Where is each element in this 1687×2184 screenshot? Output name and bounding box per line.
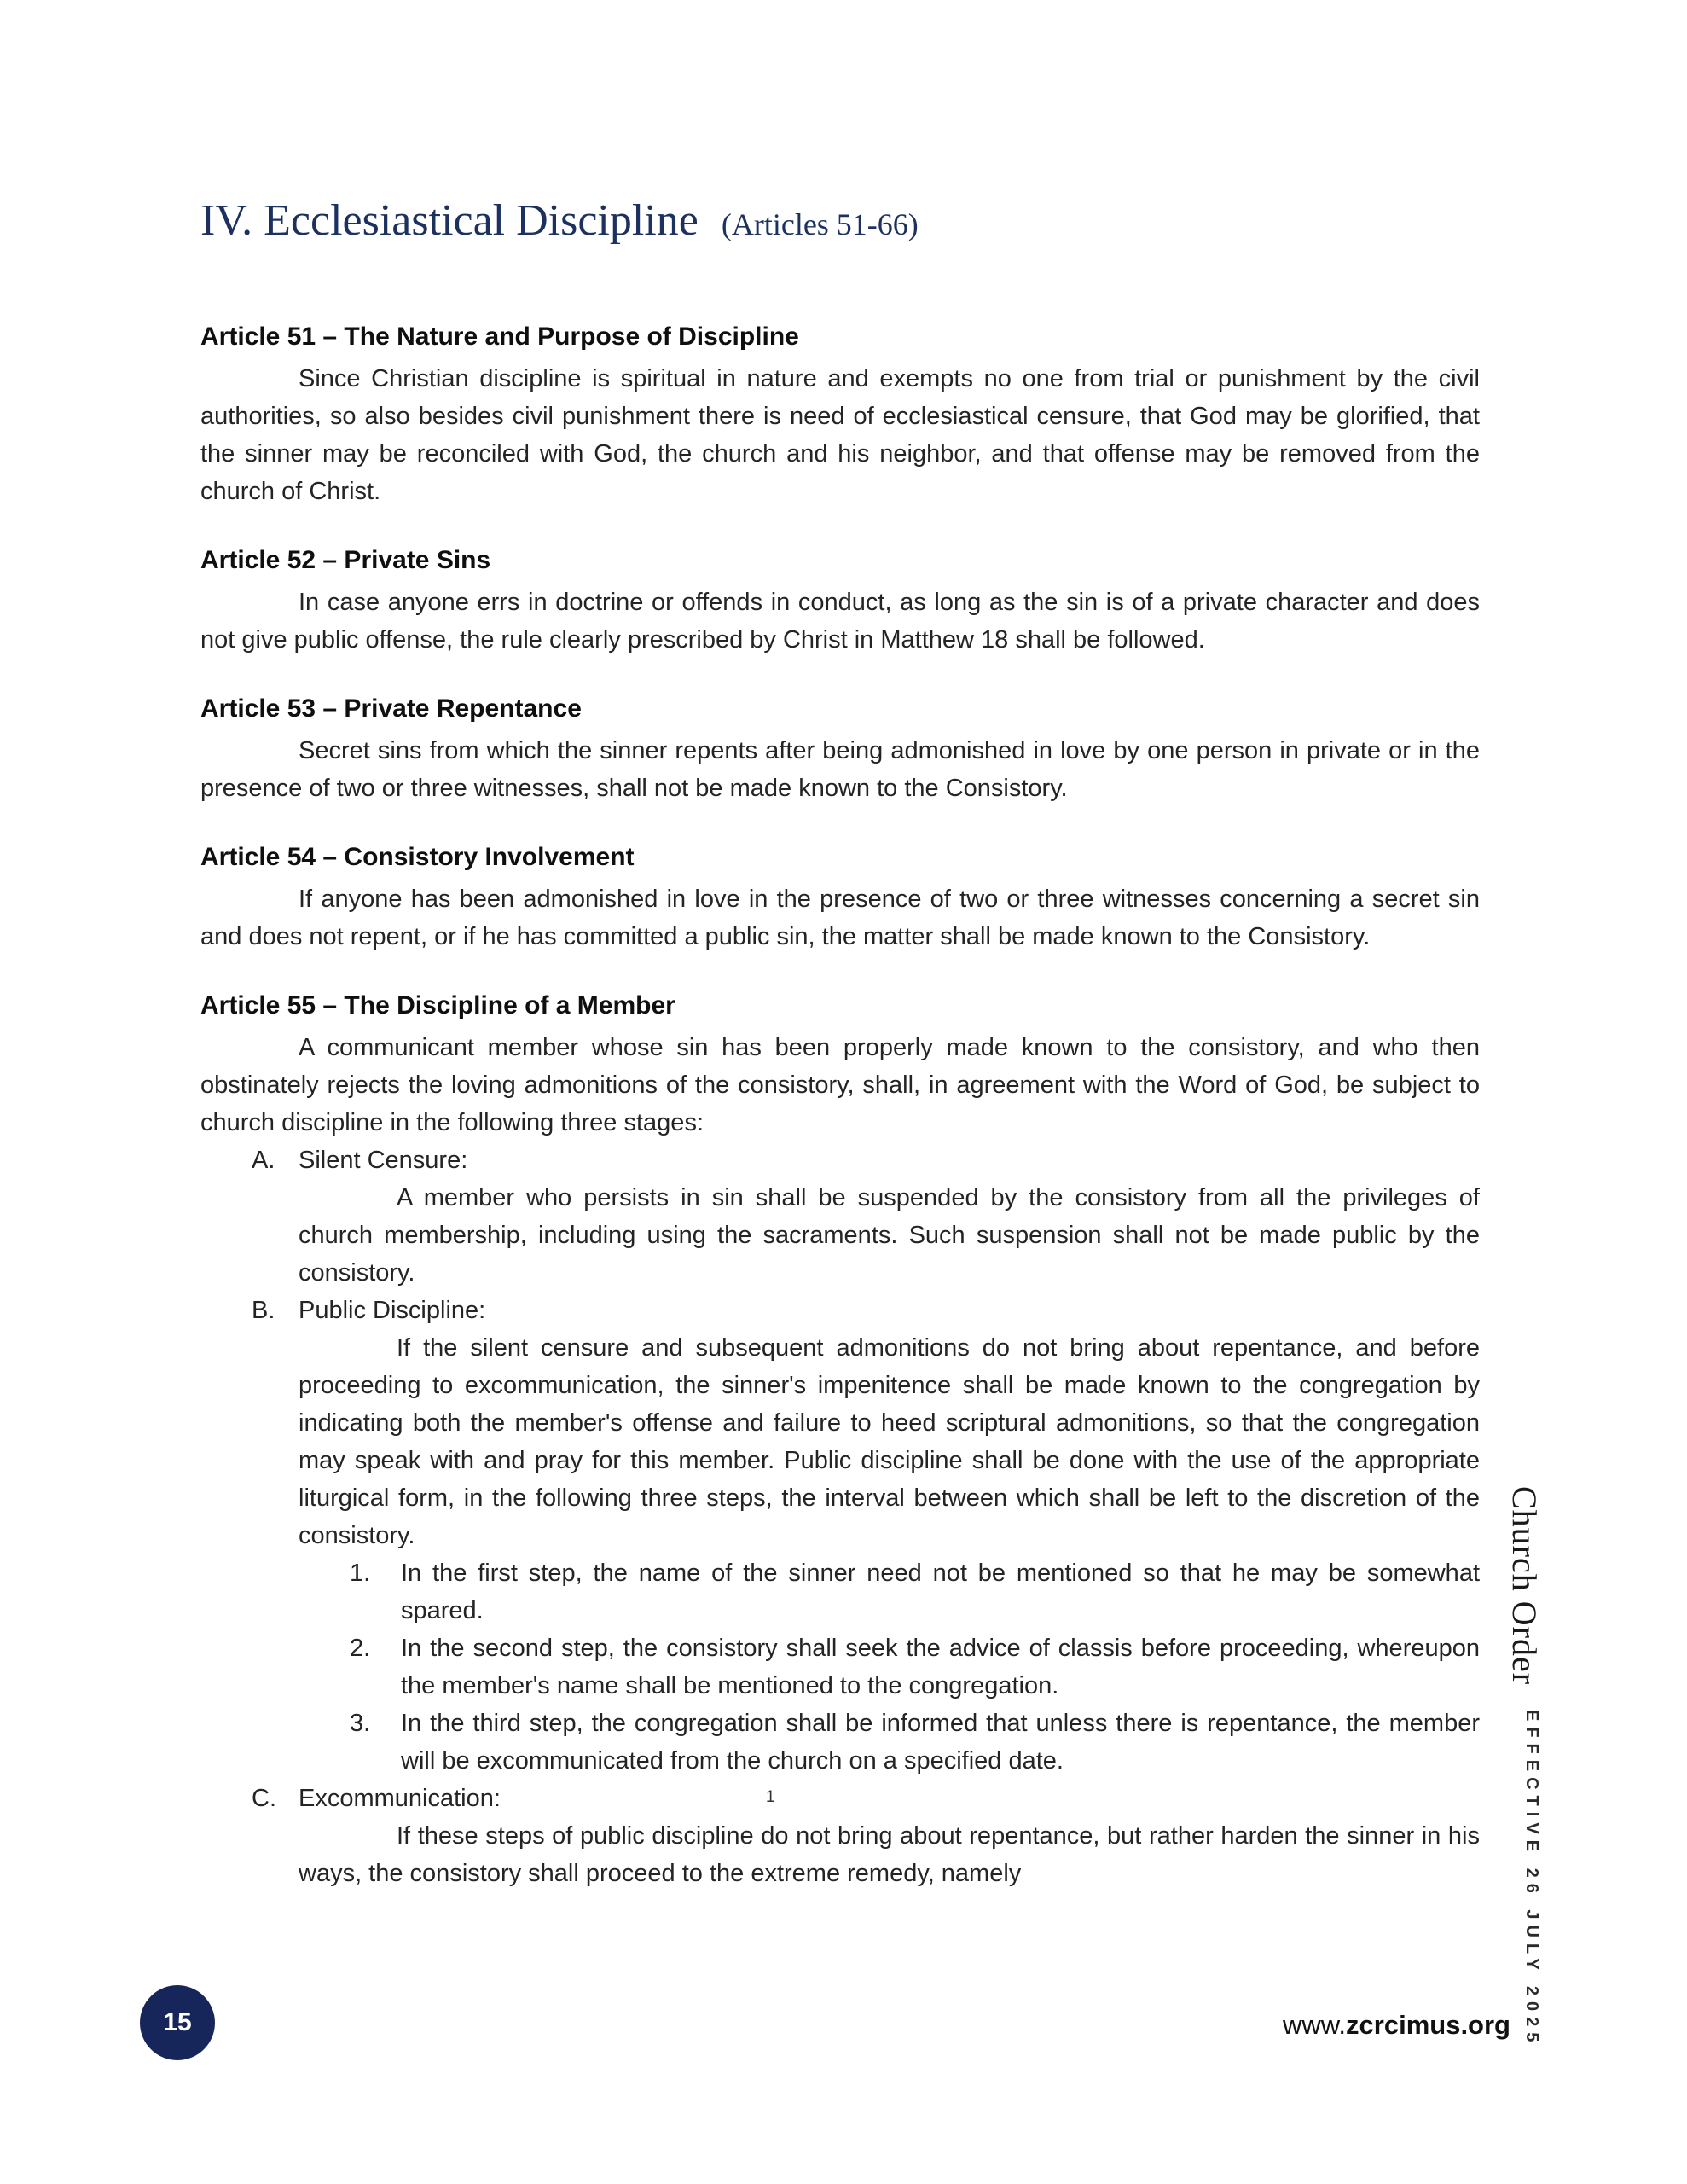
article-53-heading: Article 53 – Private Repentance <box>200 694 582 723</box>
article-55-heading: Article 55 – The Discipline of a Member <box>200 991 675 1020</box>
step-1 <box>200 1554 1480 1629</box>
article-51 <box>200 321 1480 510</box>
footnote-mark: 1 <box>766 1788 775 1806</box>
stage-a-label: Silent Censure: <box>299 1147 468 1175</box>
stage-excommunication <box>200 1780 1480 1892</box>
stage-public-discipline <box>200 1292 1480 1780</box>
website-prefix: www. <box>1282 2010 1347 2040</box>
article-52 <box>200 544 1480 659</box>
page-number-badge <box>140 1985 215 2060</box>
stage-c-marker: C. <box>252 1785 276 1813</box>
step-3-marker: 3. <box>350 1710 371 1738</box>
step-2-marker: 2. <box>350 1635 371 1663</box>
stage-silent-censure <box>200 1141 1480 1292</box>
stage-a-head <box>200 1141 1480 1179</box>
step-1-text: In the first step, the name of the sinner need not be mentioned so that he may be somewhat spared. <box>401 1560 1480 1625</box>
article-55 <box>200 990 1480 1892</box>
stage-a-marker: A. <box>252 1147 275 1175</box>
sidebar-doc-title: Church Order <box>1505 1486 1544 1686</box>
stage-b-label: Public Discipline: <box>299 1297 486 1325</box>
page-content <box>200 195 1480 1892</box>
stage-c-body: If these steps of public discipline do not bring about repentance, but rather harden the sinner in his ways, the consistory shall proceed to the extreme remedy, namely <box>299 1822 1480 1888</box>
step-3-text: In the third step, the congregation shall be informed that unless there is repentance, the member will be excommunicated from the church on a specified date. <box>401 1710 1480 1775</box>
step-2-text: In the second step, the consistory shall seek the advice of classis before proceeding, whereupon the member's name shall be mentioned to the congregation. <box>401 1635 1480 1700</box>
article-51-body: Since Christian discipline is spiritual in nature and exempts no one from trial or punishment by the civil authorities, so also besides civil punishment there is need of ecclesiastical censure, that God may be glorified, that the sinner may be reconciled with God, the church and his neighbor, and that offense may be removed from the church of Christ. <box>200 365 1480 506</box>
article-54 <box>200 841 1480 956</box>
article-52-heading: Article 52 – Private Sins <box>200 546 491 575</box>
stage-a-body: A member who persists in sin shall be suspended by the consistory from all the privileges of church membership, including using the sacraments. Such suspension shall not be made public by the consistory. <box>299 1184 1480 1287</box>
website-url <box>1283 2010 1510 2041</box>
stage-c-label: Excommunication: <box>299 1785 501 1813</box>
article-54-heading: Article 54 – Consistory Involvement <box>200 843 635 872</box>
stage-b-head <box>200 1292 1480 1329</box>
stage-b-body: If the silent censure and subsequent admonitions do not bring about repentance, and before proceeding to excommunication, the sinner's impenitence shall be made known to the congregation by indicating both the member's offense and failure to heed scriptural admonitions, so that the congregation may speak with and pray for this member. Public discipline shall be done with the use of the appropriate liturgical form, in the following three steps, the interval between which shall be left to the discretion of the consistory. <box>299 1334 1480 1550</box>
stage-b-marker: B. <box>252 1297 275 1325</box>
step-3 <box>200 1705 1480 1780</box>
page-number: 15 <box>163 2008 192 2036</box>
article-55-body: A communicant member whose sin has been properly made known to the consistory, and who then obstinately rejects the loving admonitions of the consistory, shall, in agreement with the Word of God, be subject to church discipline in the following three stages: <box>200 1034 1480 1137</box>
article-53-body: Secret sins from which the sinner repents after being admonished in love by one person in private or in the presence of two or three witnesses, shall not be made known to the Consistory. <box>200 737 1480 803</box>
section-title-range: (Articles 51-66) <box>721 207 919 241</box>
stage-c-head <box>200 1780 1480 1817</box>
step-1-marker: 1. <box>350 1560 371 1588</box>
public-discipline-steps <box>200 1554 1480 1780</box>
article-52-body: In case anyone errs in doctrine or offends in conduct, as long as the sin is of a private character and does not give public offense, the rule clearly prescribed by Christ in Matthew 18 shall be followed. <box>200 589 1480 654</box>
step-2 <box>200 1629 1480 1705</box>
section-title: IV. Ecclesiastical Discipline <box>200 196 699 245</box>
article-53 <box>200 693 1480 807</box>
website-domain: zcrcimus.org <box>1346 2010 1510 2040</box>
page-title <box>200 195 1480 247</box>
sidebar-effective-date: EFFECTIVE 26 JULY 2025 <box>1522 1710 1541 2048</box>
article-54-body: If anyone has been admonished in love in the presence of two or three witnesses concerning a secret sin and does not repent, or if he has committed a public sin, the matter shall be made known to the Consistory. <box>200 886 1480 951</box>
article-51-heading: Article 51 – The Nature and Purpose of Discipline <box>200 322 799 351</box>
